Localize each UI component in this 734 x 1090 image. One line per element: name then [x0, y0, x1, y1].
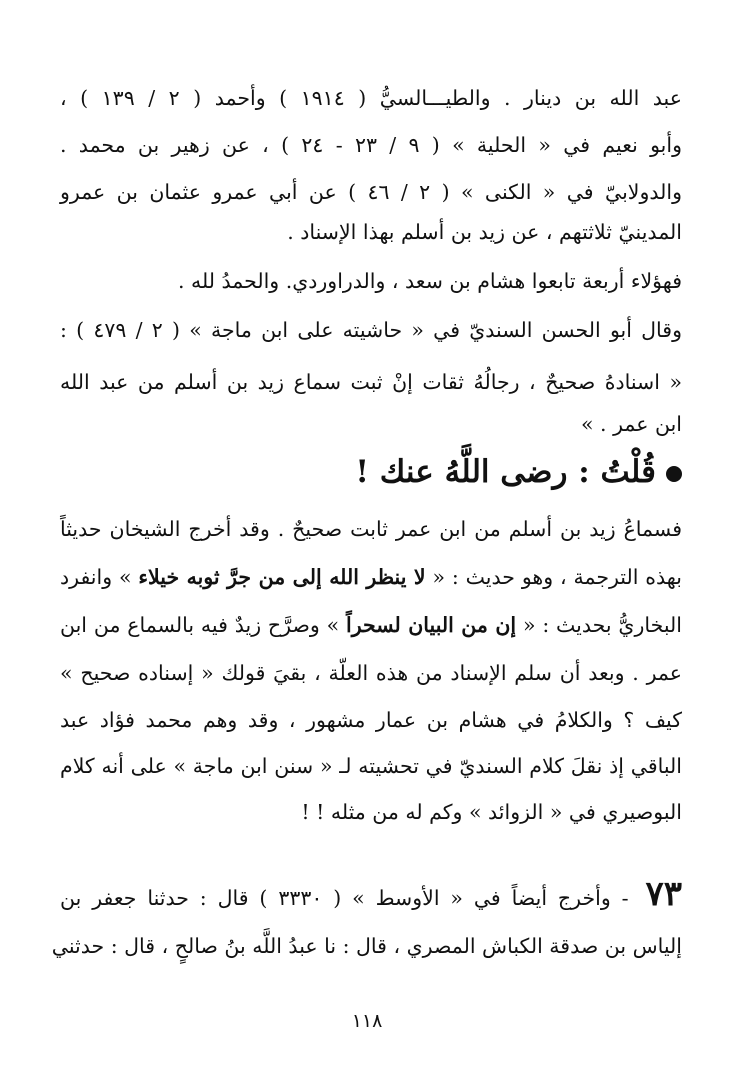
page-number: ١١٨ — [351, 1010, 383, 1032]
para2-line-2 — [60, 563, 682, 591]
para2-line-5: كيف ؟ والكلامُ في هشام بن عمار مشهور ، وقد وهم محمد فؤاد عبد — [60, 708, 682, 732]
para2-line-4: عمر . وبعد أن سلم الإسناد من هذه العلّة ، بقيَ قولك « إسناده صحيح » — [60, 661, 682, 685]
text-line-1: عبد الله بن دينار . والطيـــالسيُّ ( ١٩١٤ ) وأحمد ( ٢ / ١٣٩ ) ، — [60, 86, 682, 110]
text-line-3: والدولابيّ في « الكنى » ( ٢ / ٤٦ ) عن أبي عمرو عثمان بن عمرو — [60, 180, 682, 204]
text-line-6: وقال أبو الحسن السنديّ في « حاشيته على ابن ماجة » ( ٢ / ٤٧٩ ) : — [60, 318, 682, 342]
hadith-line-1 — [60, 874, 682, 914]
para2-line-1: فسماعُ زيد بن أسلم من ابن عمر ثابت صحيحٌ . وقد أخرج الشيخان حديثاً — [60, 517, 682, 541]
section-heading — [355, 452, 682, 492]
para2-line-3-c: » وصرَّح زيدٌ فيه بالسماع من ابن — [60, 613, 340, 637]
text-line-2: وأبو نعيم في « الحلية » ( ٩ / ٢٣ - ٢٤ ) ، عن زهير بن محمد . — [60, 133, 682, 157]
para2-line-3 — [60, 611, 682, 639]
hadith-quote-2: إن من البيان لسحراً — [346, 613, 517, 637]
hadith-quote-1: لا ينظر الله إلى من جرَّ ثوبه خيلاء — [138, 565, 426, 589]
text-line-5: فهؤلاء أربعة تابعوا هشام بن سعد ، والدراوردي. والحمدُ لله . — [177, 269, 682, 293]
text-line-8: ابن عمر . » — [580, 412, 682, 436]
para2-line-7: البوصيري في « الزوائد » وكم له من مثله ! ! — [301, 800, 682, 824]
hadith-number: ٧٣ — [645, 874, 682, 914]
hadith-line-2: إلياس بن صدقة الكباش المصري ، قال : نا عبدُ اللَّه بنُ صالحٍ ، قال : حدثني — [51, 934, 682, 958]
para2-line-3-a: البخاريُّ بحديث : « — [522, 613, 682, 637]
heading-text: قُلْتُ : رضى اللَّهُ عنك ! — [355, 454, 656, 490]
para2-line-2-c: » وانفرد — [60, 565, 132, 589]
text-line-4: المدينيّ ثلاثتهم ، عن زيد بن أسلم بهذا الإسناد . — [287, 220, 682, 244]
text-line-7: « اسنادهُ صحيحٌ ، رجالُهُ ثقات إنْ ثبت سماع زيد بن أسلم من عبد الله — [60, 370, 682, 394]
para2-line-2-a: بهذه الترجمة ، وهو حديث : « — [432, 565, 682, 589]
para2-line-6: الباقي إذ نقلَ كلام السنديّ في تحشيته لـ « سنن ابن ماجة » على أنه كلام — [60, 754, 682, 778]
bullet-icon — [666, 466, 682, 482]
hadith-line-1-text: - وأخرج أيضاً في « الأوسط » ( ٣٣٣٠ ) قال : حدثنا جعفر بن — [60, 886, 629, 910]
